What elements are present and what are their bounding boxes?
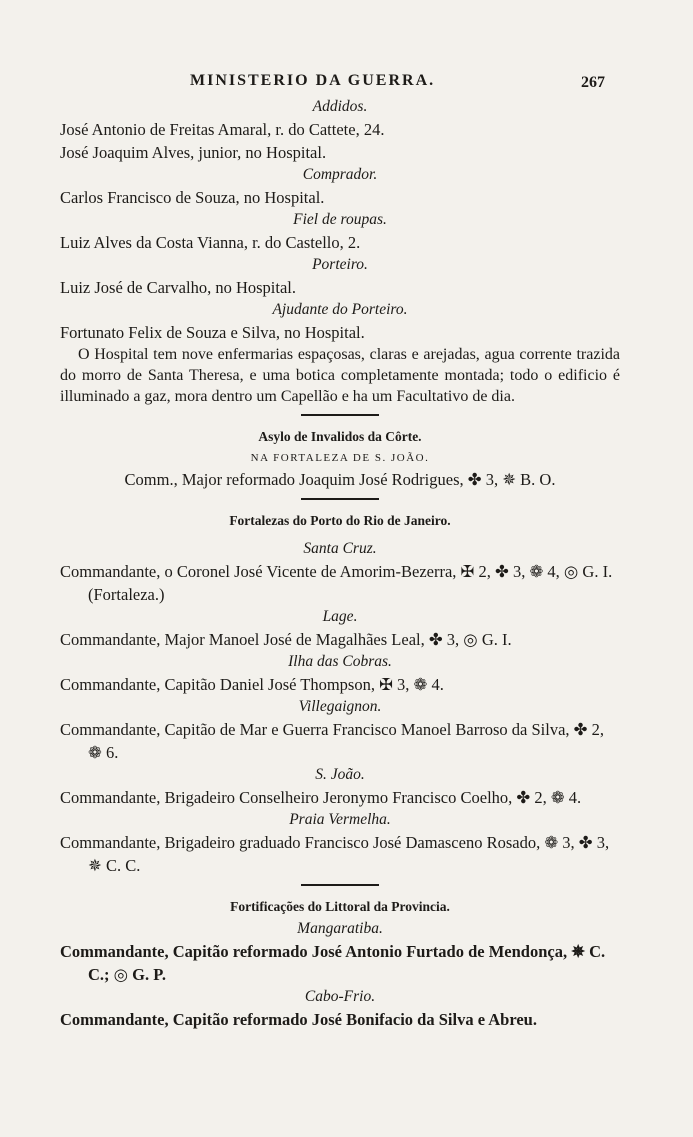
staff-entry: José Antonio de Freitas Amaral, r. do Cattete, 24. [60, 120, 385, 139]
page-content [60, 96, 620, 1031]
fort-commander: Commandante, Capitão reformado José Bonifacio da Silva e Abreu. [60, 1010, 537, 1029]
asylo-commander: Comm., Major reformado Joaquim José Rodrigues, ✤ 3, ✵ B. O. [124, 470, 556, 489]
section-divider [301, 884, 379, 886]
staff-entry: Carlos Francisco de Souza, no Hospital. [60, 188, 325, 207]
subheading-fort: Villegaignon. [298, 698, 382, 715]
subheading-fort: Santa Cruz. [303, 540, 377, 557]
staff-entry: Luiz Alves da Costa Vianna, r. do Castello, 2. [60, 233, 361, 252]
section-divider [301, 498, 379, 500]
asylo-location: NA FORTALEZA DE S. JOÃO. [250, 452, 430, 464]
subheading-fiel-de-roupas: Fiel de roupas. [293, 211, 387, 228]
fortalezas-section [60, 510, 620, 877]
fort-commander: Commandante, Major Manoel José de Magalhães Leal, ✤ 3, ◎ G. I. [60, 630, 512, 649]
fort-commander: Commandante, Capitão reformado José Antonio Furtado de Mendonça, ✵ C. C.; ◎ G. P. [60, 942, 606, 984]
subheading-comprador: Comprador. [302, 166, 378, 183]
running-title: MINISTERIO DA GUERRA. [190, 72, 436, 89]
subheading-fort: Lage. [322, 608, 358, 625]
subheading-fort: Mangaratiba. [297, 920, 383, 937]
fortificacoes-section [60, 896, 620, 1031]
staff-entry: Luiz José de Carvalho, no Hospital. [60, 278, 296, 297]
section-title-fortalezas: Fortalezas do Porto do Rio de Janeiro. [229, 513, 451, 528]
section-divider [301, 414, 379, 416]
hospital-staff-section [60, 96, 620, 407]
hospital-description: O Hospital tem nove enfermarias espaçosas, claras e arejadas, agua corrente trazida do morro de Santa Theresa, e uma botica completamente montada; todo o edificio é illuminado a gaz, mora dentro um Capellão e ha um Facultativo de dia. [60, 346, 620, 405]
section-title-asylo: Asylo de Invalidos da Côrte. [258, 429, 422, 444]
subheading-porteiro: Porteiro. [312, 256, 368, 273]
fort-commander: Commandante, Capitão Daniel José Thompson, ✠ 3, ❁ 4. [60, 675, 444, 694]
fort-commander: Commandante, Brigadeiro graduado Francisco José Damasceno Rosado, ❁ 3, ✤ 3, ✵ C. C. [60, 833, 610, 875]
staff-entry: José Joaquim Alves, junior, no Hospital. [60, 143, 327, 162]
asylo-section [60, 426, 620, 491]
subheading-addidos: Addidos. [312, 98, 368, 115]
subheading-ajudante-do-porteiro: Ajudante do Porteiro. [272, 301, 408, 318]
subheading-fort: Ilha das Cobras. [288, 653, 392, 670]
fort-commander: Commandante, Capitão de Mar e Guerra Francisco Manoel Barroso da Silva, ✤ 2, ❁ 6. [60, 720, 604, 762]
section-title-fortificacoes: Fortificações do Littoral da Provincia. [230, 899, 450, 914]
fort-commander: Commandante, Brigadeiro Conselheiro Jeronymo Francisco Coelho, ✤ 2, ❁ 4. [60, 788, 582, 807]
subheading-fort: Praia Vermelha. [289, 811, 391, 828]
staff-entry: Fortunato Felix de Souza e Silva, no Hospital. [60, 323, 365, 342]
page-header [0, 72, 693, 96]
fort-commander: Commandante, o Coronel José Vicente de Amorim-Bezerra, ✠ 2, ✤ 3, ❁ 4, ◎ G. I. (Fortaleza.) [60, 562, 613, 604]
subheading-fort: S. João. [315, 766, 365, 783]
subheading-fort: Cabo-Frio. [304, 988, 376, 1005]
page-number: 267 [581, 74, 605, 91]
